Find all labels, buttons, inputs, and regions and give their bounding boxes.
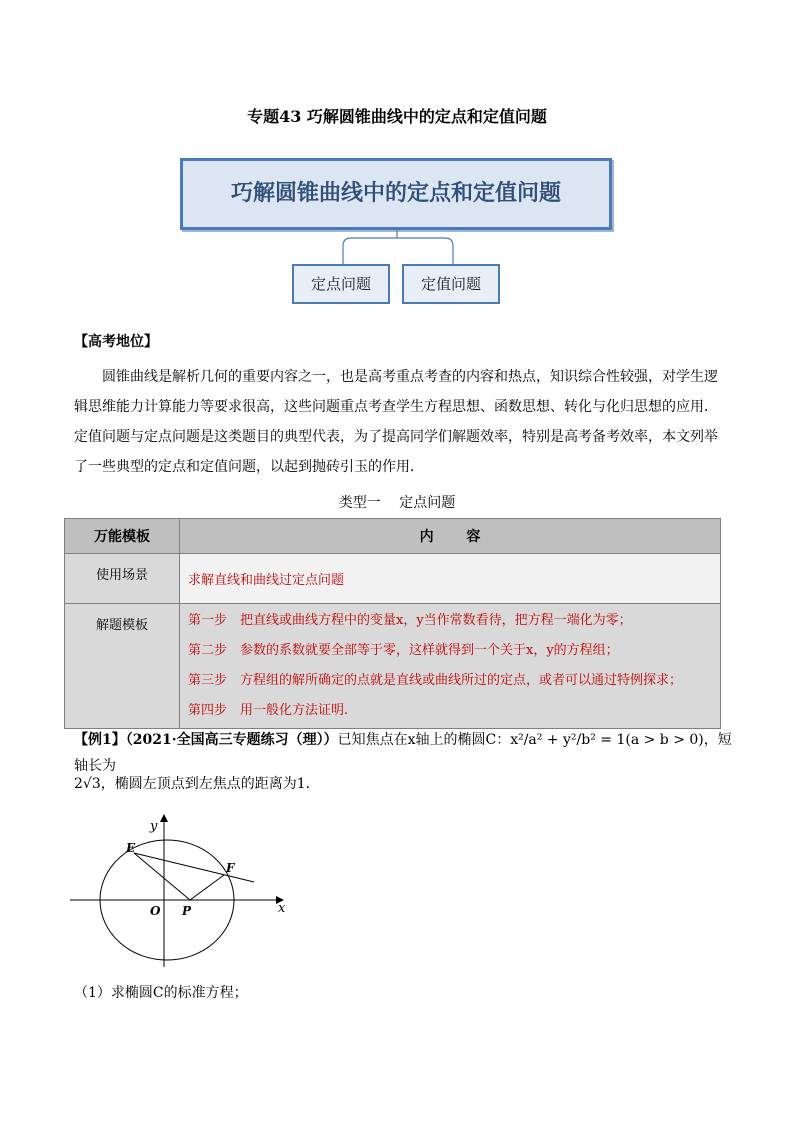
label-x: x [278, 901, 286, 916]
mindmap-root-label: 巧解圆锥曲线中的定点和定值问题 [230, 181, 561, 206]
table-row [65, 604, 721, 729]
table-row [65, 554, 721, 604]
document-title: 专题43 巧解圆锥曲线中的定点和定值问题 [247, 107, 547, 126]
row-content-scenario: 求解直线和曲线过定点问题 [180, 554, 721, 604]
step-4: 第四步 用一般化方法证明. [188, 703, 349, 718]
row-head-scenario: 使用场景 [65, 554, 180, 604]
row-head-template: 解题模板 [65, 604, 180, 729]
example-text-a: 已知焦点在x轴上的椭圆C：x²/a² + y²/b² = 1(a > b > 0)，短轴长为 [74, 732, 732, 774]
label-p: P [182, 904, 192, 918]
ellipse-figure [68, 812, 288, 972]
question-1: （1）求椭圆C的标准方程； [74, 985, 248, 1001]
intro-paragraph: 圆锥曲线是解析几何的重要内容之一，也是高考重点考查的内容和热点，知识综合性较强，对学生逻辑思维能力计算能力等要求很高，这些问题重点考查学生方程思想、函数思想、转化与化归思想的应用．定值问题与定点问题是这类题目的典型代表，为了提高同学们解题效率，特别是高考备考效率，本文列举了一些典型的定点和定值问题，以起到抛砖引玉的作用． [74, 369, 718, 475]
example-text-b: 2√3，椭圆左顶点到左焦点的距离为1． [74, 776, 320, 792]
mindmap-node-fixed-value: 定值问题 [402, 264, 500, 304]
step-3: 第三步 方程组的解所确定的点就是直线或曲线所过的定点，或者可以通过特例探求； [188, 673, 683, 688]
label-e: E [126, 841, 136, 855]
step-2: 第二步 参数的系数就要全部等于零，这样就得到一个关于x，y的方程组； [188, 643, 619, 658]
template-table [64, 518, 721, 729]
example-label: 【例1】 [74, 732, 126, 748]
label-o: O [150, 904, 161, 918]
table-header-left: 万能模板 [65, 519, 180, 554]
example-source: （2021·全国高三专题练习（理）） [125, 732, 338, 748]
table-header-right: 内 容 [180, 519, 721, 554]
step-1: 第一步 把直线或曲线方程中的变量x，y当作常数看待，把方程一端化为零； [188, 613, 632, 628]
mindmap-connectors [0, 0, 794, 300]
type-heading: 类型一 定点问题 [338, 495, 456, 511]
mindmap-node-fixed-point: 定点问题 [292, 264, 390, 304]
row-content-steps [180, 604, 721, 729]
example-1 [74, 727, 734, 779]
label-y: y [150, 819, 158, 834]
section-heading: 【高考地位】 [74, 334, 158, 350]
label-f: F [226, 861, 235, 875]
